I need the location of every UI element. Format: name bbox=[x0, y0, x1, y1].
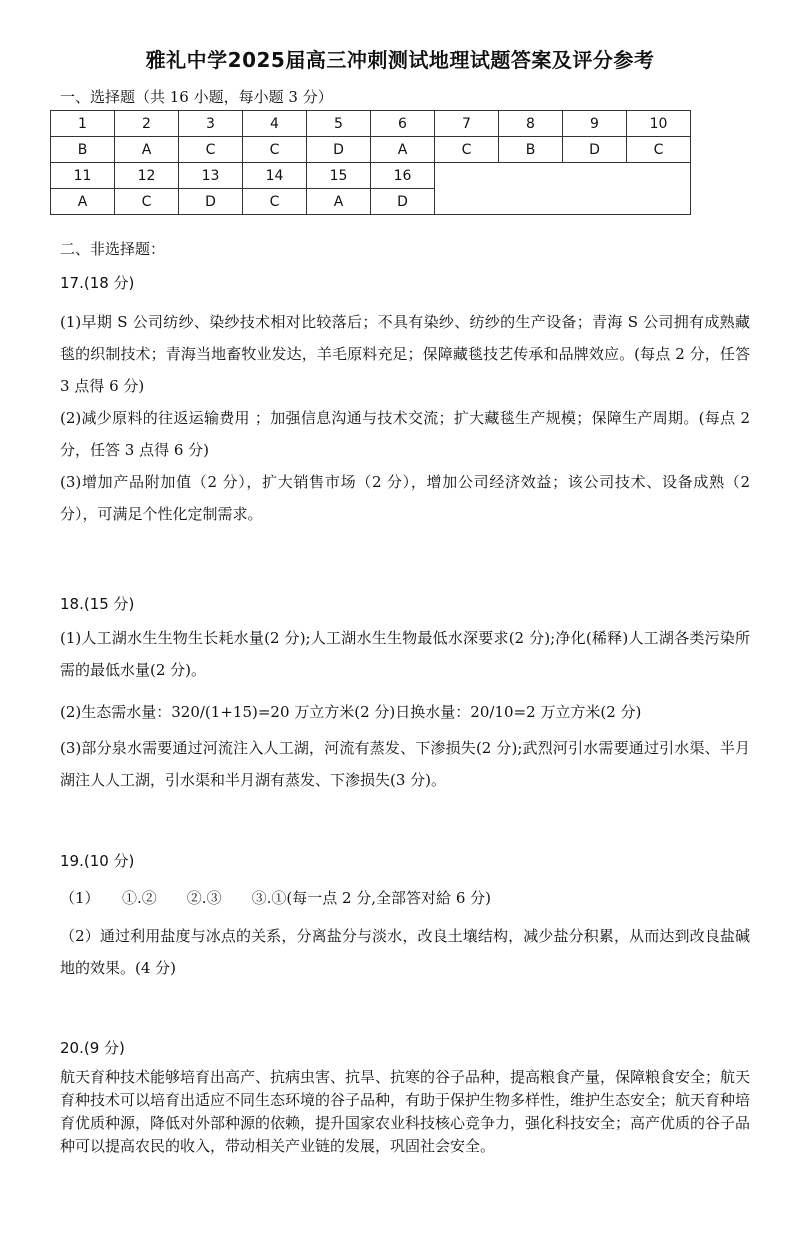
question-17-part-3: (3)增加产品附加值（2 分），扩大销售市场（2 分），增加公司经济效益；该公司技术、设备成熟（2 分），可满足个性化定制需求。 bbox=[60, 473, 750, 523]
question-17-part-2: (2)减少原料的往返运输费用 ；加强信息沟通与技术交流；扩大藏毯生产规模；保障生产周期。(每点 2 分，任答 3 点得 6 分) bbox=[60, 409, 750, 459]
question-17-heading: 17.(18 分) bbox=[60, 274, 135, 292]
question-number-cell: 13 bbox=[179, 163, 243, 189]
question-number-cell: 9 bbox=[563, 111, 627, 137]
question-19-part-1: （1） ①.② ②.③ ③.①(每一点 2 分,全部答对給 6 分) bbox=[60, 889, 491, 907]
answer-cell: D bbox=[307, 137, 371, 163]
question-number-cell: 5 bbox=[307, 111, 371, 137]
answer-cell: C bbox=[115, 189, 179, 215]
multiple-choice-heading: 一、选择题（共 16 小题，每小题 3 分） bbox=[60, 88, 333, 106]
question-19-heading: 19.(10 分) bbox=[60, 852, 135, 870]
question-number-cell: 4 bbox=[243, 111, 307, 137]
question-19-part-2: （2）通过利用盐度与冰点的关系，分离盐分与淡水，改良土壤结构，减少盐分积累，从而达到改良盐碱地的效果。(4 分) bbox=[60, 927, 750, 977]
answer-cell: A bbox=[307, 189, 371, 215]
answer-cell: B bbox=[499, 137, 563, 163]
question-number-cell: 8 bbox=[499, 111, 563, 137]
question-17-part-1: (1)早期 S 公司纺纱、染纱技术相对比较落后；不具有染纱、纺纱的生产设备；青海 S 公司拥有成熟藏毯的织制技术；青海当地畜牧业发达，羊毛原料充足；保障藏毯技艺传承和品牌效应。(每点 2 分，任答 3 点得 6 分) bbox=[60, 313, 750, 395]
answer-cell: D bbox=[179, 189, 243, 215]
answer-cell: A bbox=[51, 189, 115, 215]
question-18-part-1: (1)人工湖水生生物生长耗水量(2 分);人工湖水生生物最低水深要求(2 分);净化(稀释)人工湖各类污染所需的最低水量(2 分)。 bbox=[60, 629, 750, 679]
non-multiple-choice-heading: 二、非选择题： bbox=[60, 240, 166, 258]
question-number-cell: 6 bbox=[371, 111, 435, 137]
question-number-cell: 2 bbox=[115, 111, 179, 137]
question-number-cell: 10 bbox=[627, 111, 691, 137]
answer-table bbox=[50, 110, 691, 215]
question-20-answer: 航天育种技术能够培育出高产、抗病虫害、抗旱、抗寒的谷子品种，提高粮食产量，保障粮食安全；航天育种技术可以培育出适应不同生态环境的谷子品种，有助于保护生物多样性，维护生态安全；航天育种培育优质种源，降低对外部种源的依赖，提升国家农业科技核心竞争力，强化科技安全；高产优质的谷子品种可以提高农民的收入，带动相关产业链的发展，巩固社会安全。 bbox=[60, 1068, 751, 1155]
answer-cell: C bbox=[243, 189, 307, 215]
answer-cell: D bbox=[371, 189, 435, 215]
question-number-cell: 15 bbox=[307, 163, 371, 189]
question-18-part-2: (2)生态需水量：320/(1+15)=20 万立方米(2 分)日换水量：20/10=2 万立方米(2 分) bbox=[60, 703, 642, 721]
answer-cell: C bbox=[179, 137, 243, 163]
answer-cell: A bbox=[115, 137, 179, 163]
question-20-heading: 20.(9 分) bbox=[60, 1039, 125, 1057]
question-18-heading: 18.(15 分) bbox=[60, 595, 135, 613]
table-row bbox=[51, 137, 691, 163]
question-number-cell: 3 bbox=[179, 111, 243, 137]
answer-cell: B bbox=[51, 137, 115, 163]
table-row bbox=[51, 163, 691, 189]
question-number-cell: 14 bbox=[243, 163, 307, 189]
answer-cell: C bbox=[627, 137, 691, 163]
answer-cell: D bbox=[563, 137, 627, 163]
question-number-cell: 7 bbox=[435, 111, 499, 137]
answer-cell: C bbox=[435, 137, 499, 163]
question-number-cell: 1 bbox=[51, 111, 115, 137]
page-title: 雅礼中学2025届高三冲刺测试地理试题答案及评分参考 bbox=[145, 48, 655, 72]
question-number-cell: 16 bbox=[371, 163, 435, 189]
question-18-part-3: (3)部分泉水需要通过河流注入人工湖，河流有蒸发、下渗损失(2 分);武烈河引水需要通过引水渠、半月湖注人人工湖，引水渠和半月湖有蒸发、下渗损失(3 分)。 bbox=[60, 739, 750, 789]
question-number-cell: 12 bbox=[115, 163, 179, 189]
question-number-cell: 11 bbox=[51, 163, 115, 189]
answer-cell: A bbox=[371, 137, 435, 163]
answer-cell: C bbox=[243, 137, 307, 163]
empty-cell bbox=[435, 163, 691, 215]
table-row bbox=[51, 111, 691, 137]
